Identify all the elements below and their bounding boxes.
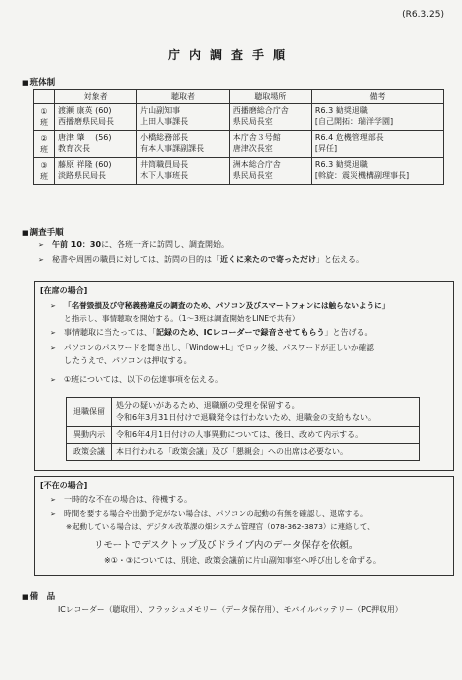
note-cell: R6.4 危機管理部長 [昇任]: [311, 131, 443, 158]
present-item-4: ➢ ①班については、以下の伝達事項を伝える。: [50, 375, 224, 384]
team-number: ③班: [34, 158, 55, 185]
target-cell: 藤原 祥隆 (60) 淡路県民局長: [55, 158, 137, 185]
table-row: [67, 444, 420, 461]
arrow-icon: ➢: [50, 329, 56, 337]
absent-item-3: ※起動している場合は、デジタル改革課の畑システム管理官（078-362-3873）に連絡して、: [66, 522, 375, 531]
remote-request: リモートでデスクトップ及びドライブ内のデータ保存を依頼。: [94, 540, 359, 551]
place-cell: 西播磨総合庁舎 県民局長室: [229, 104, 311, 131]
target-cell: 渡瀬 康英 (60) 西播磨県民局長: [55, 104, 137, 131]
arrow-icon: ➢: [50, 302, 56, 310]
table-row: [34, 158, 444, 185]
equipment-list: ICレコーダー（聴取用）、フラッシュメモリー（データ保存用）、モバイルバッテリー（PC押収用）: [58, 605, 403, 614]
team-number: ②班: [34, 131, 55, 158]
notice-value: 処分の疑いがあるため、退職願の受理を保留する。 令和6年3月31日付けで退職発令は行わないため、退職金の支給もない。: [112, 398, 420, 427]
place-cell: 洲本総合庁舎 県民局長室: [229, 158, 311, 185]
notice-key: 政策会議: [67, 444, 112, 461]
section-team-heading: ■ 班体制: [22, 76, 55, 88]
arrow-icon: ➢: [38, 256, 44, 264]
arrow-icon: ➢: [50, 376, 56, 384]
interviewer-cell: 小橋総務部長 有本人事課副課長: [137, 131, 230, 158]
absent-case-label: [不在の場合]: [40, 481, 88, 490]
present-item-1: ➢ 「名誉毀損及び守秘義務違反の調査のため、パソコン及びスマートフォンには触らないように」: [50, 301, 390, 310]
table-row: [34, 131, 444, 158]
header-target: 対象者: [55, 90, 137, 104]
arrow-icon: ➢: [50, 496, 56, 504]
note-cell: R6.3 勧奨退職 [自己開拓：瑞洋学園]: [311, 104, 443, 131]
absent-item-2: ➢ 時間を要する場合や出勤予定がない場合は、パソコンの起動の有無を確認し、退席する。: [50, 509, 368, 518]
arrow-icon: ➢: [50, 510, 56, 518]
header-place: 聴取場所: [229, 90, 311, 104]
interviewer-cell: 片山副知事 上田人事課長: [137, 104, 230, 131]
notice-table: [66, 397, 420, 461]
document-date: (R6.3.25): [402, 10, 444, 20]
notice-value: 本日行われる「政策会議」及び「懇親会」への出席は必要ない。: [112, 444, 420, 461]
present-item-2: ➢ 事情聴取に当たっては、「記録のため、ICレコーダーで録音させてもらう」と告げる。: [50, 328, 373, 337]
remote-note: ※①・③については、別途、政策会議前に片山副知事室へ呼び出しを命ずる。: [104, 556, 381, 565]
table-row: [34, 104, 444, 131]
notice-key: 退職保留: [67, 398, 112, 427]
notice-key: 異動内示: [67, 427, 112, 444]
present-item-1-cont: と指示し、事情聴取を開始する。（1～3班は調査開始をLINEで共有）: [64, 314, 300, 323]
table-row: [67, 398, 420, 427]
absent-item-1: ➢ 一時的な不在の場合は、待機する。: [50, 495, 192, 504]
place-cell: 本庁舎３号館 唐津次長室: [229, 131, 311, 158]
team-number: ①班: [34, 104, 55, 131]
document-title: 庁内調査手順: [167, 48, 294, 62]
target-cell: 唐津 肇 (56) 教育次長: [55, 131, 137, 158]
present-item-3: ➢ パソコンのパスワードを聞き出し、「Window+L」でロック後、パスワードが正しいか確認: [50, 343, 374, 352]
interviewer-cell: 井筒職員局長 木下人事班長: [137, 158, 230, 185]
section-procedure-heading: ■ 調査手順: [22, 226, 64, 238]
notice-value: 令和6年4月1日付けの人事異動については、後日、改めて内示する。: [112, 427, 420, 444]
present-item-3-cont: したうえで、パソコンは押収する。: [64, 356, 192, 365]
header-interviewer: 聴取者: [137, 90, 230, 104]
note-cell: R6.3 勧奨退職 [斡旋：震災機構副理事長]: [311, 158, 443, 185]
procedure-line-2: ➢ 秘書や周囲の職員に対しては、訪問の目的は「近くに来たので寄っただけ」と伝える。: [38, 255, 364, 264]
table-row: [67, 427, 420, 444]
header-note: 備考: [311, 90, 443, 104]
section-equipment-heading: ■ 備 品: [22, 590, 55, 602]
arrow-icon: ➢: [50, 344, 56, 352]
arrow-icon: ➢: [38, 241, 44, 249]
present-case-label: [在席の場合]: [40, 286, 88, 295]
team-table-header: [34, 90, 444, 104]
procedure-line-1: ➢ 午前 10：30に、各班一斉に訪問し、調査開始。: [38, 240, 230, 249]
team-table: [33, 89, 444, 185]
